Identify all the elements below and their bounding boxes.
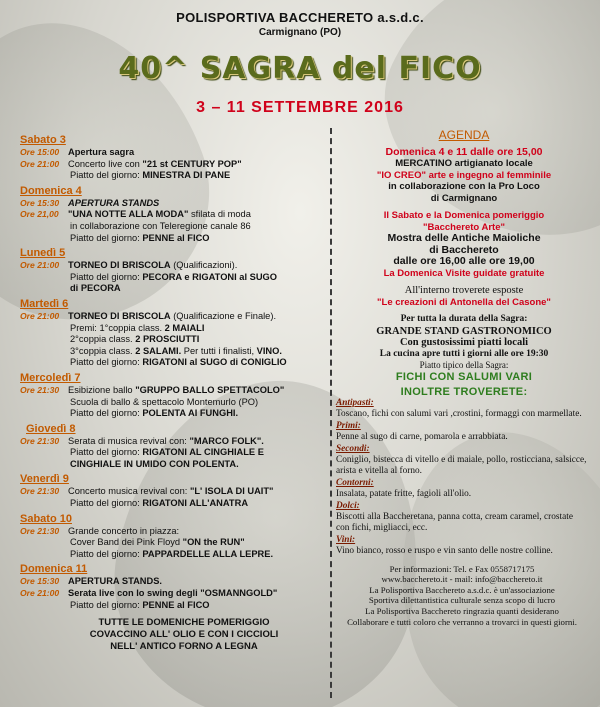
agenda-line: Il Sabato e la Domenica pomeriggio: [383, 210, 545, 221]
agenda-line: "Bacchereto Arte": [422, 221, 506, 233]
poster-title: 40^ SAGRA del FICO: [118, 51, 482, 86]
event-time: Ore 21:00: [20, 310, 60, 321]
menu-heading: Dolci:: [336, 500, 360, 511]
event-desc: Serata live con lo swing degli "OSMANNGOLD": [68, 588, 278, 599]
menu-heading: Secondi:: [336, 443, 370, 454]
dish-of-day: Piatto del giorno: POLENTA AI FUNGHI.: [70, 408, 239, 419]
agenda-line: MERCATINO artigianato locale: [395, 158, 533, 169]
prize-line: 2°coppia class. 2 PROSCIUTTI: [70, 334, 200, 345]
agenda-line: FICHI CON SALUMI VARI: [395, 370, 533, 383]
event-desc: TORNEO DI BRISCOLA (Qualificazione e Finale).: [68, 310, 277, 321]
dish-of-day-cont: CINGHIALE IN UMIDO CON POLENTA.: [70, 458, 239, 469]
organizer-name: POLISPORTIVA BACCHERETO a.s.d.c.: [176, 10, 424, 25]
menu-items: Vino bianco, rosso e ruspo e vin santo delle nostre colline.: [336, 546, 553, 557]
prize-line: 3°coppia class. 2 SALAMI. Per tutti i finalisti, VINO.: [70, 345, 282, 356]
agenda-line: La cucina apre tutti i giorni alle ore 19:30: [379, 348, 549, 359]
day-heading: Domenica 11: [20, 563, 88, 576]
agenda-panel: [338, 130, 590, 399]
agenda-line: Domenica 4 e 11 dalle ore 15,00: [385, 145, 543, 158]
contact-info: Per informazioni: Tel. e Fax 0558717175 www.bacchereto.it - mail: info@bacchereto.it La Polisportiva Bacchereto a.s.d.c. è un'associazione Sportiva dilettantistica culturale senza scopo di lucro La Polisportiva Bacchereto ringrazia quanti desiderano Collaborare e tutti coloro che verranno a trovarci in questi giorni.: [347, 563, 577, 627]
event-desc: Apertura sagra: [68, 147, 135, 157]
day-heading: Giovedì 8: [26, 422, 76, 435]
event-desc-line: Cover Band dei Pink Floyd "ON the RUN": [70, 537, 245, 548]
menu-heading: Vini:: [336, 534, 356, 545]
program-entry: [20, 209, 328, 221]
event-time: Ore 15:00: [20, 147, 60, 157]
program-entry: [20, 526, 328, 538]
daily-program: [20, 131, 328, 653]
event-desc: Concerto live con "21 st CENTURY POP": [68, 158, 242, 169]
agenda-line: di Carmignano: [430, 192, 498, 204]
event-time: Ore 15:30: [20, 197, 60, 208]
dish-of-day: Piatto del giorno: PAPPARDELLE ALLA LEPRE.: [70, 548, 274, 559]
event-time: Ore 21:30: [20, 525, 60, 536]
agenda-line: Mostra delle Antiche Maioliche: [387, 232, 541, 244]
dish-of-day: Piatto del giorno: PECORA e RIGATONI al SUGO: [70, 271, 278, 282]
dish-of-day: Piatto del giorno: RIGATONI ALL'ANATRA: [70, 498, 249, 509]
menu-items: Coniglio, bistecca di vitello e di maiale, pollo, rosticciana, salsicce, arista e vitella al forno.: [336, 455, 587, 477]
menu-items: Biscotti alla Baccheretana, panna cotta, cream caramel, crostate con fichi, migliacci, ecc.: [336, 512, 573, 534]
program-entry: [20, 198, 328, 210]
dish-of-day: Piatto del giorno: MINESTRA DI PANE: [70, 170, 231, 181]
event-desc: TORNEO DI BRISCOLA (Qualificazioni).: [68, 260, 238, 271]
dish-of-day: Piatto del giorno: RIGATONI al SUGO di CONIGLIO: [70, 357, 287, 368]
event-desc-line: in collaborazione con Teleregione canale 86: [70, 220, 251, 231]
event-dates: 3 – 11 SETTEMBRE 2016: [196, 99, 404, 116]
organizer-place: Carmignano (PO): [258, 27, 342, 38]
dish-of-day-cont: di PECORA: [70, 283, 121, 294]
menu-items: Penne al sugo di carne, pomarola e arrabbiata.: [336, 432, 508, 443]
day-heading: Sabato 10: [20, 512, 72, 525]
menu-heading: Primi:: [336, 420, 361, 431]
program-entry: [20, 436, 328, 448]
agenda-line: "IO CREO" arte e ingegno al femminile: [376, 169, 552, 181]
dish-of-day: Piatto del giorno: PENNE al FICO: [70, 232, 210, 243]
agenda-line: "Le creazioni di Antonella del Casone": [377, 296, 551, 308]
event-time: Ore 21,00: [20, 209, 59, 220]
event-time: Ore 21:30: [20, 486, 60, 497]
day-heading: Lunedì 5: [20, 247, 66, 260]
menu-heading: Antipasti:: [336, 398, 374, 408]
event-time: Ore 21:30: [20, 435, 60, 446]
program-entry: [20, 260, 328, 272]
column-divider: [330, 128, 332, 698]
event-desc-line: Scuola di ballo & spettacolo Montemurlo (PO): [70, 396, 259, 407]
agenda-line: All'interno troverete esposte: [404, 285, 524, 296]
agenda-line: Con gustosissimi piatti locali: [399, 337, 529, 348]
menu-section: [336, 398, 588, 627]
agenda-line: Piatto tipico della Sagra:: [419, 360, 509, 370]
agenda-line: dalle ore 16,00 alle ore 19,00: [393, 255, 535, 267]
event-time: Ore 21:00: [20, 260, 60, 271]
event-time: Ore 21:30: [20, 384, 60, 395]
event-time: Ore 21:00: [20, 588, 60, 599]
program-entry: [20, 486, 328, 498]
program-entry: [20, 588, 328, 600]
event-desc: "UNA NOTTE ALLA MODA" sfilata di moda: [68, 209, 251, 220]
dish-of-day: Piatto del giorno: RIGATONI AL CINGHIALE E: [70, 447, 264, 458]
day-heading: Sabato 3: [20, 134, 66, 146]
event-desc: APERTURA STANDS.: [68, 576, 163, 587]
menu-items: Toscano, fichi con salumi vari ,crostini, formaggi con marmellate.: [336, 409, 582, 420]
agenda-line: Per tutta la durata della Sagra:: [400, 314, 528, 324]
program-entry: [20, 311, 328, 323]
program-entry: [20, 159, 328, 171]
program-entry: [20, 385, 328, 397]
event-desc: APERTURA STANDS: [68, 197, 160, 208]
event-time: Ore 21:00: [20, 158, 60, 169]
event-desc: Concerto musica revival con: "L' ISOLA DI UAIT": [68, 486, 274, 497]
day-heading: Mercoledì 7: [20, 371, 81, 384]
agenda-line: in collaborazione con la Pro Loco: [388, 181, 540, 192]
dish-of-day: Piatto del giorno: PENNE al FICO: [70, 599, 210, 610]
event-desc: Serata di musica revival con: "MARCO FOLK".: [68, 435, 264, 446]
program-entry: [20, 576, 328, 588]
agenda-title: AGENDA: [438, 128, 490, 142]
day-heading: Martedì 6: [20, 297, 69, 310]
event-desc: Esibizione ballo "GRUPPO BALLO SPETTACOLO": [68, 384, 285, 395]
day-heading: Domenica 4: [20, 184, 82, 197]
sunday-note: TUTTE LE DOMENICHE POMERIGGIO COVACCINO ALL' OLIO E CON I CICCIOLI NELL' ANTICO FORNO A LEGNA: [89, 617, 279, 653]
program-entry: [20, 147, 328, 159]
event-desc: Grande concerto in piazza:: [68, 525, 180, 536]
day-heading: Venerdì 9: [20, 473, 69, 486]
agenda-line: INOLTRE TROVERETE:: [400, 386, 528, 398]
agenda-line: GRANDE STAND GASTRONOMICO: [376, 325, 552, 337]
agenda-line: La Domenica Visite guidate gratuite: [383, 267, 545, 279]
agenda-line: di Bacchereto: [429, 243, 499, 256]
event-time: Ore 15:30: [20, 576, 60, 587]
menu-heading: Contorni:: [336, 477, 374, 488]
prize-line: Premi: 1°coppia class. 2 MAIALI: [70, 322, 205, 333]
menu-items: Insalata, patate fritte, fagioli all'olio.: [336, 489, 472, 500]
